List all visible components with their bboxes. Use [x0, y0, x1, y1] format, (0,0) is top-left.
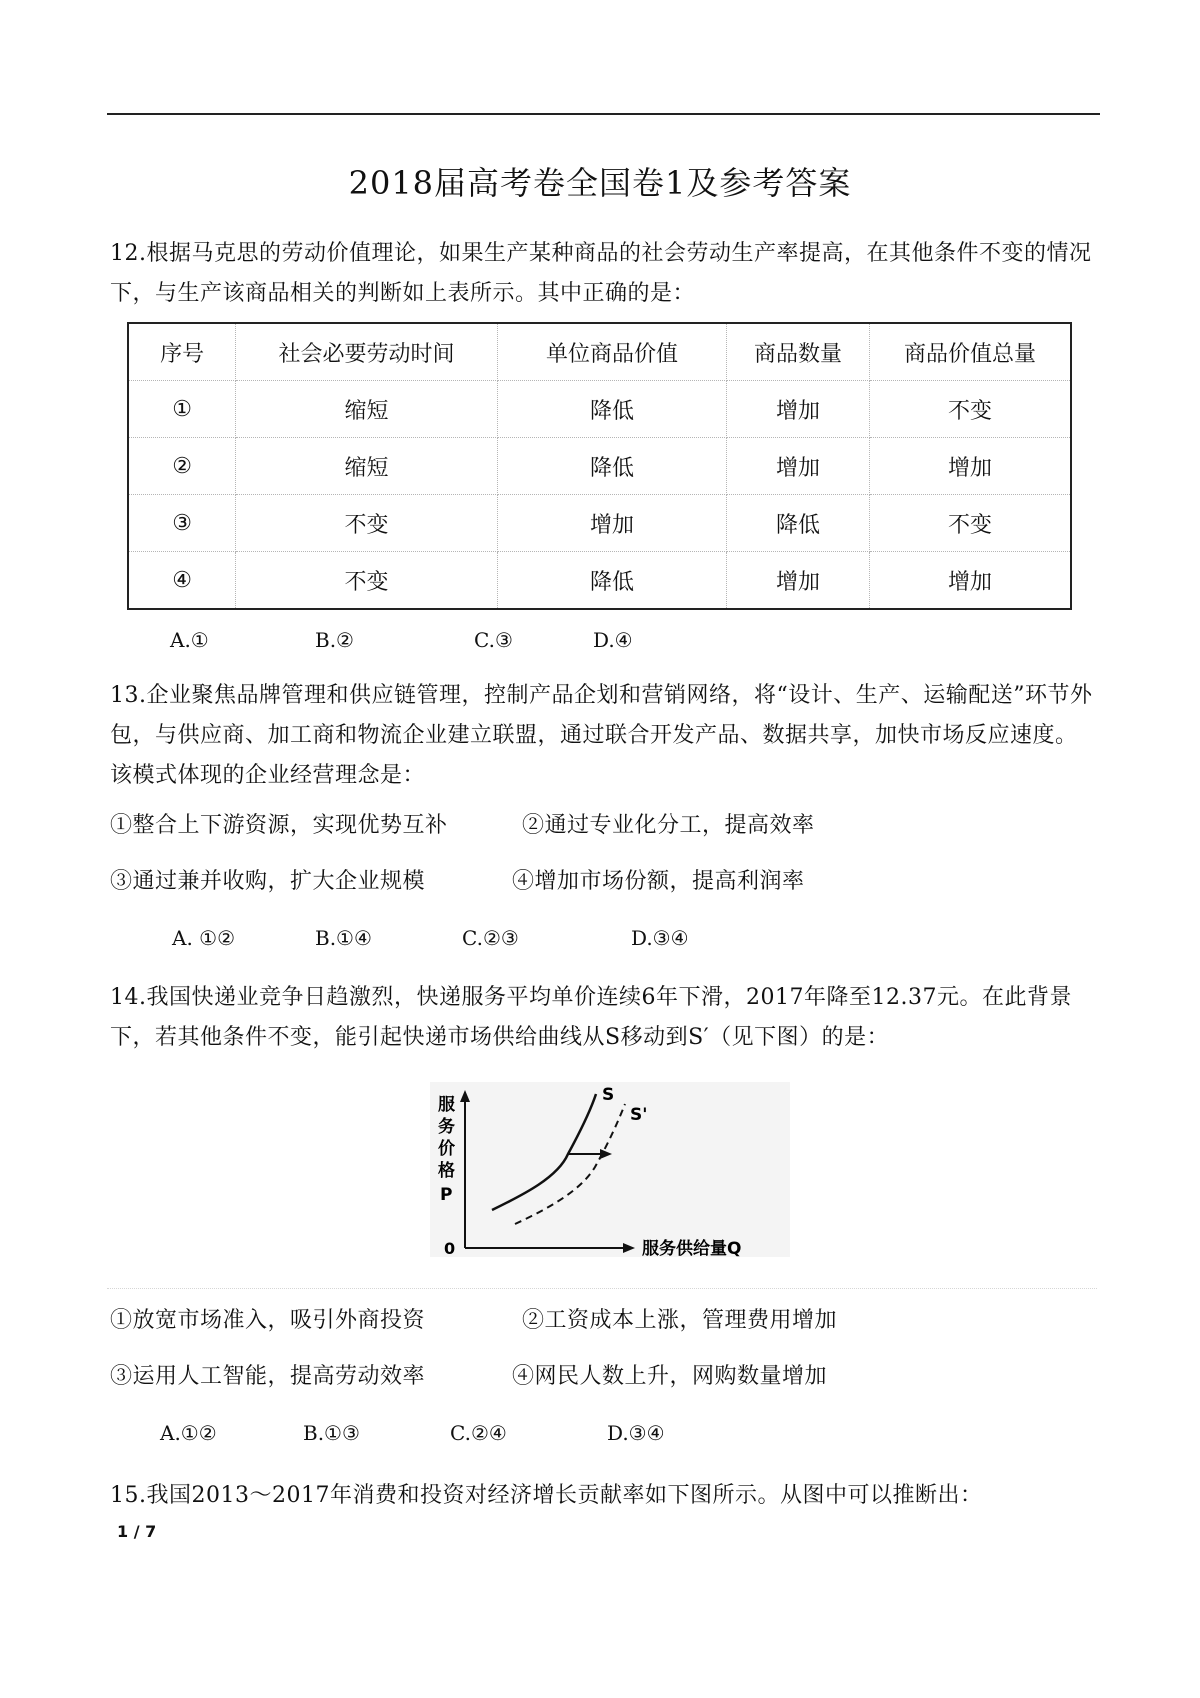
q14-item-1: ①放宽市场准入，吸引外商投资 [110, 1308, 426, 1333]
y-label-char: P [440, 1185, 453, 1205]
q13-item-3: ③通过兼并收购，扩大企业规模 [110, 869, 426, 894]
table-row [128, 438, 1071, 495]
page-title: 2018届高考卷全国卷1及参考答案 [348, 164, 852, 202]
q14-option-d: D.③④ [607, 1421, 665, 1445]
table-header-cell: 序号 [128, 323, 236, 381]
y-label-char: 服 [438, 1095, 455, 1115]
q14-text: 14.我国快递业竞争日趋激烈，快递服务平均单价连续6年下滑，2017年降至12.37元。在此背景下，若其他条件不变，能引起快递市场供给曲线从S移动到S′（见下图）的是： [110, 985, 1072, 1050]
header-rule [107, 113, 1100, 115]
y-label-char: 格 [438, 1161, 455, 1181]
table-header-cell: 商品数量 [727, 323, 870, 381]
q14-item-3: ③运用人工智能，提高劳动效率 [110, 1364, 426, 1389]
q12-option-b: B.② [315, 628, 354, 652]
q12-option-c: C.③ [474, 628, 513, 652]
q12-table [127, 322, 1072, 610]
table-row [128, 495, 1071, 552]
table-cell: 不变 [236, 495, 497, 552]
curve-s-label: S [602, 1085, 615, 1105]
table-cell: 增加 [727, 438, 870, 495]
table-header-cell: 社会必要劳动时间 [236, 323, 497, 381]
table-cell: ② [128, 438, 236, 495]
table-cell: 缩短 [236, 438, 497, 495]
table-cell: 不变 [236, 552, 497, 610]
q13-item-2: ②通过专业化分工，提高效率 [522, 813, 815, 838]
table-cell: 不变 [869, 381, 1071, 438]
q12-option-a: A.① [170, 628, 209, 652]
y-label-char: 务 [438, 1117, 455, 1137]
q14-option-c: C.②④ [450, 1421, 507, 1445]
table-cell: 降低 [727, 495, 870, 552]
origin-label: 0 [444, 1239, 456, 1257]
dotted-separator [107, 1288, 1097, 1289]
table-cell: ④ [128, 552, 236, 610]
q14-item-4: ④网民人数上升，网购数量增加 [512, 1364, 828, 1389]
q12-text: 12.根据马克思的劳动价值理论，如果生产某种商品的社会劳动生产率提高，在其他条件不变的情况下，与生产该商品相关的判断如上表所示。其中正确的是： [110, 241, 1092, 306]
table-header-cell: 商品价值总量 [869, 323, 1071, 381]
table-cell: 降低 [497, 381, 727, 438]
table-cell: 不变 [869, 495, 1071, 552]
q14-item-2: ②工资成本上涨，管理费用增加 [522, 1308, 838, 1333]
q13-option-d: D.③④ [631, 926, 689, 950]
q13-item-4: ④增加市场份额，提高利润率 [512, 869, 805, 894]
curve-s-prime-label: S' [630, 1105, 648, 1125]
table-header-row [128, 323, 1071, 381]
q14-option-a: A.①② [160, 1421, 217, 1445]
table-cell: 增加 [727, 552, 870, 610]
q15-text: 15.我国2013～2017年消费和投资对经济增长贡献率如下图所示。从图中可以推断出： [110, 1483, 983, 1508]
table-cell: ③ [128, 495, 236, 552]
q14-supply-figure [430, 1082, 790, 1257]
table-row [128, 381, 1071, 438]
table-header-cell: 单位商品价值 [497, 323, 727, 381]
q13-text: 13.企业聚焦品牌管理和供应链管理，控制产品企划和营销网络，将“设计、生产、运输配送”环节外包，与供应商、加工商和物流企业建立联盟，通过联合开发产品、数据共享，加快市场反应速度。该模式体现的企业经营理念是： [110, 683, 1093, 788]
q13-option-c: C.②③ [462, 926, 519, 950]
table-cell: 降低 [497, 552, 727, 610]
q13-option-b: B.①④ [315, 926, 372, 950]
table-cell: 增加 [869, 438, 1071, 495]
q14-option-b: B.①③ [303, 1421, 360, 1445]
table-cell: 增加 [497, 495, 727, 552]
table-cell: ① [128, 381, 236, 438]
table-row [128, 552, 1071, 610]
q13-option-a: A. ①② [172, 926, 236, 950]
q13-item-1: ①整合上下游资源，实现优势互补 [110, 813, 448, 838]
table-cell: 增加 [727, 381, 870, 438]
table-cell: 降低 [497, 438, 727, 495]
q12-option-d: D.④ [593, 628, 633, 652]
page-number: 1 / 7 [117, 1522, 157, 1541]
y-label-char: 价 [438, 1139, 455, 1159]
table-cell: 缩短 [236, 381, 497, 438]
x-axis-label: 服务供给量Q [642, 1239, 742, 1257]
figure-background [430, 1082, 790, 1257]
table-cell: 增加 [869, 552, 1071, 610]
